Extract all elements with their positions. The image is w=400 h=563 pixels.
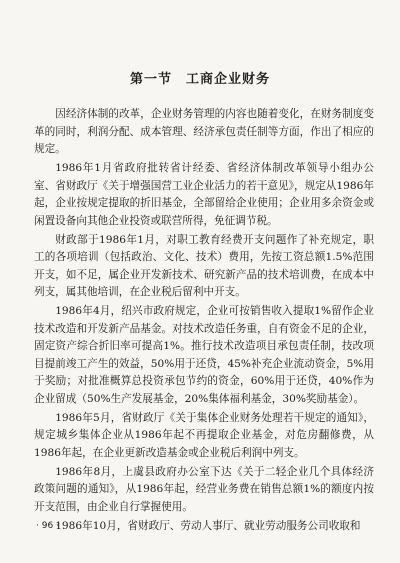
body-text <box>34 106 374 537</box>
paragraph: 1986年1月省政府批转省计经委、省经济体制改革领导小组办公室、省财政厅《关于增强国营工业企业活力的若干意见》，规定从1986年起，企业按规定提取的折旧基金，全部留给企业使用；企业用多余资金或闲置设备向其他企业投资或联营所得，免征调节税。 <box>34 161 374 227</box>
paragraph: 因经济体制的改革，企业财务管理的内容也随着变化，在财务制度变革的同时，利润分配、成本管理、经济承包责任制等方面，作出了相应的规定。 <box>34 108 374 156</box>
page-number: · 96 · <box>36 521 59 531</box>
paragraph: 1986年8月，上虞县政府办公室下达《关于二轻企业几个具体经济政策问题的通知》，从1986年起，经营业务费在销售总额1%的额度内按开支范围，由企业自行掌握使用。 <box>34 465 374 513</box>
paragraph: 1986年10月，省财政厅、劳动人事厅、就业劳动服务公司收取和 <box>55 519 361 532</box>
paragraph: 财政部于1986年1月，对职工教育经费开支问题作了补充规定，职工的各项培训（包括政治、文化、技术）费用，先按工资总额1.5%范围开支，如不足，属企业开发新技术、研究新产品的技术培训费，在成本中列支，属其他培训，在企业税后留利中开支。 <box>34 233 374 299</box>
paragraph: 1986年4月，绍兴市政府规定，企业可按销售收入提取1%留作企业技术改造和开发新产品基金。对技术改造任务重，自有资金不足的企业，固定资产综合折旧率可提高1%。推行技术改造项目承包责任制，技改项目提前竣工产生的效益，50%用于还贷，45%补充企业流动资金，5%用于奖励；对批准概算总投资承包节约的资金，60%用于还贷，40%作为企业留成（50%生产发展基金，20%集体福利基金，30%奖励基金）。 <box>34 305 374 406</box>
paragraph: 1986年5月，省财政厅《关于集体企业财务处理若干规定的通知》，规定城乡集体企业从1986年起不再提取企业基金，对危房翻修费，从1986年起，在企业更新改造基金或企业税后利润中列支。 <box>34 411 374 460</box>
section-title: 第一节 工商企业财务 <box>129 72 270 87</box>
